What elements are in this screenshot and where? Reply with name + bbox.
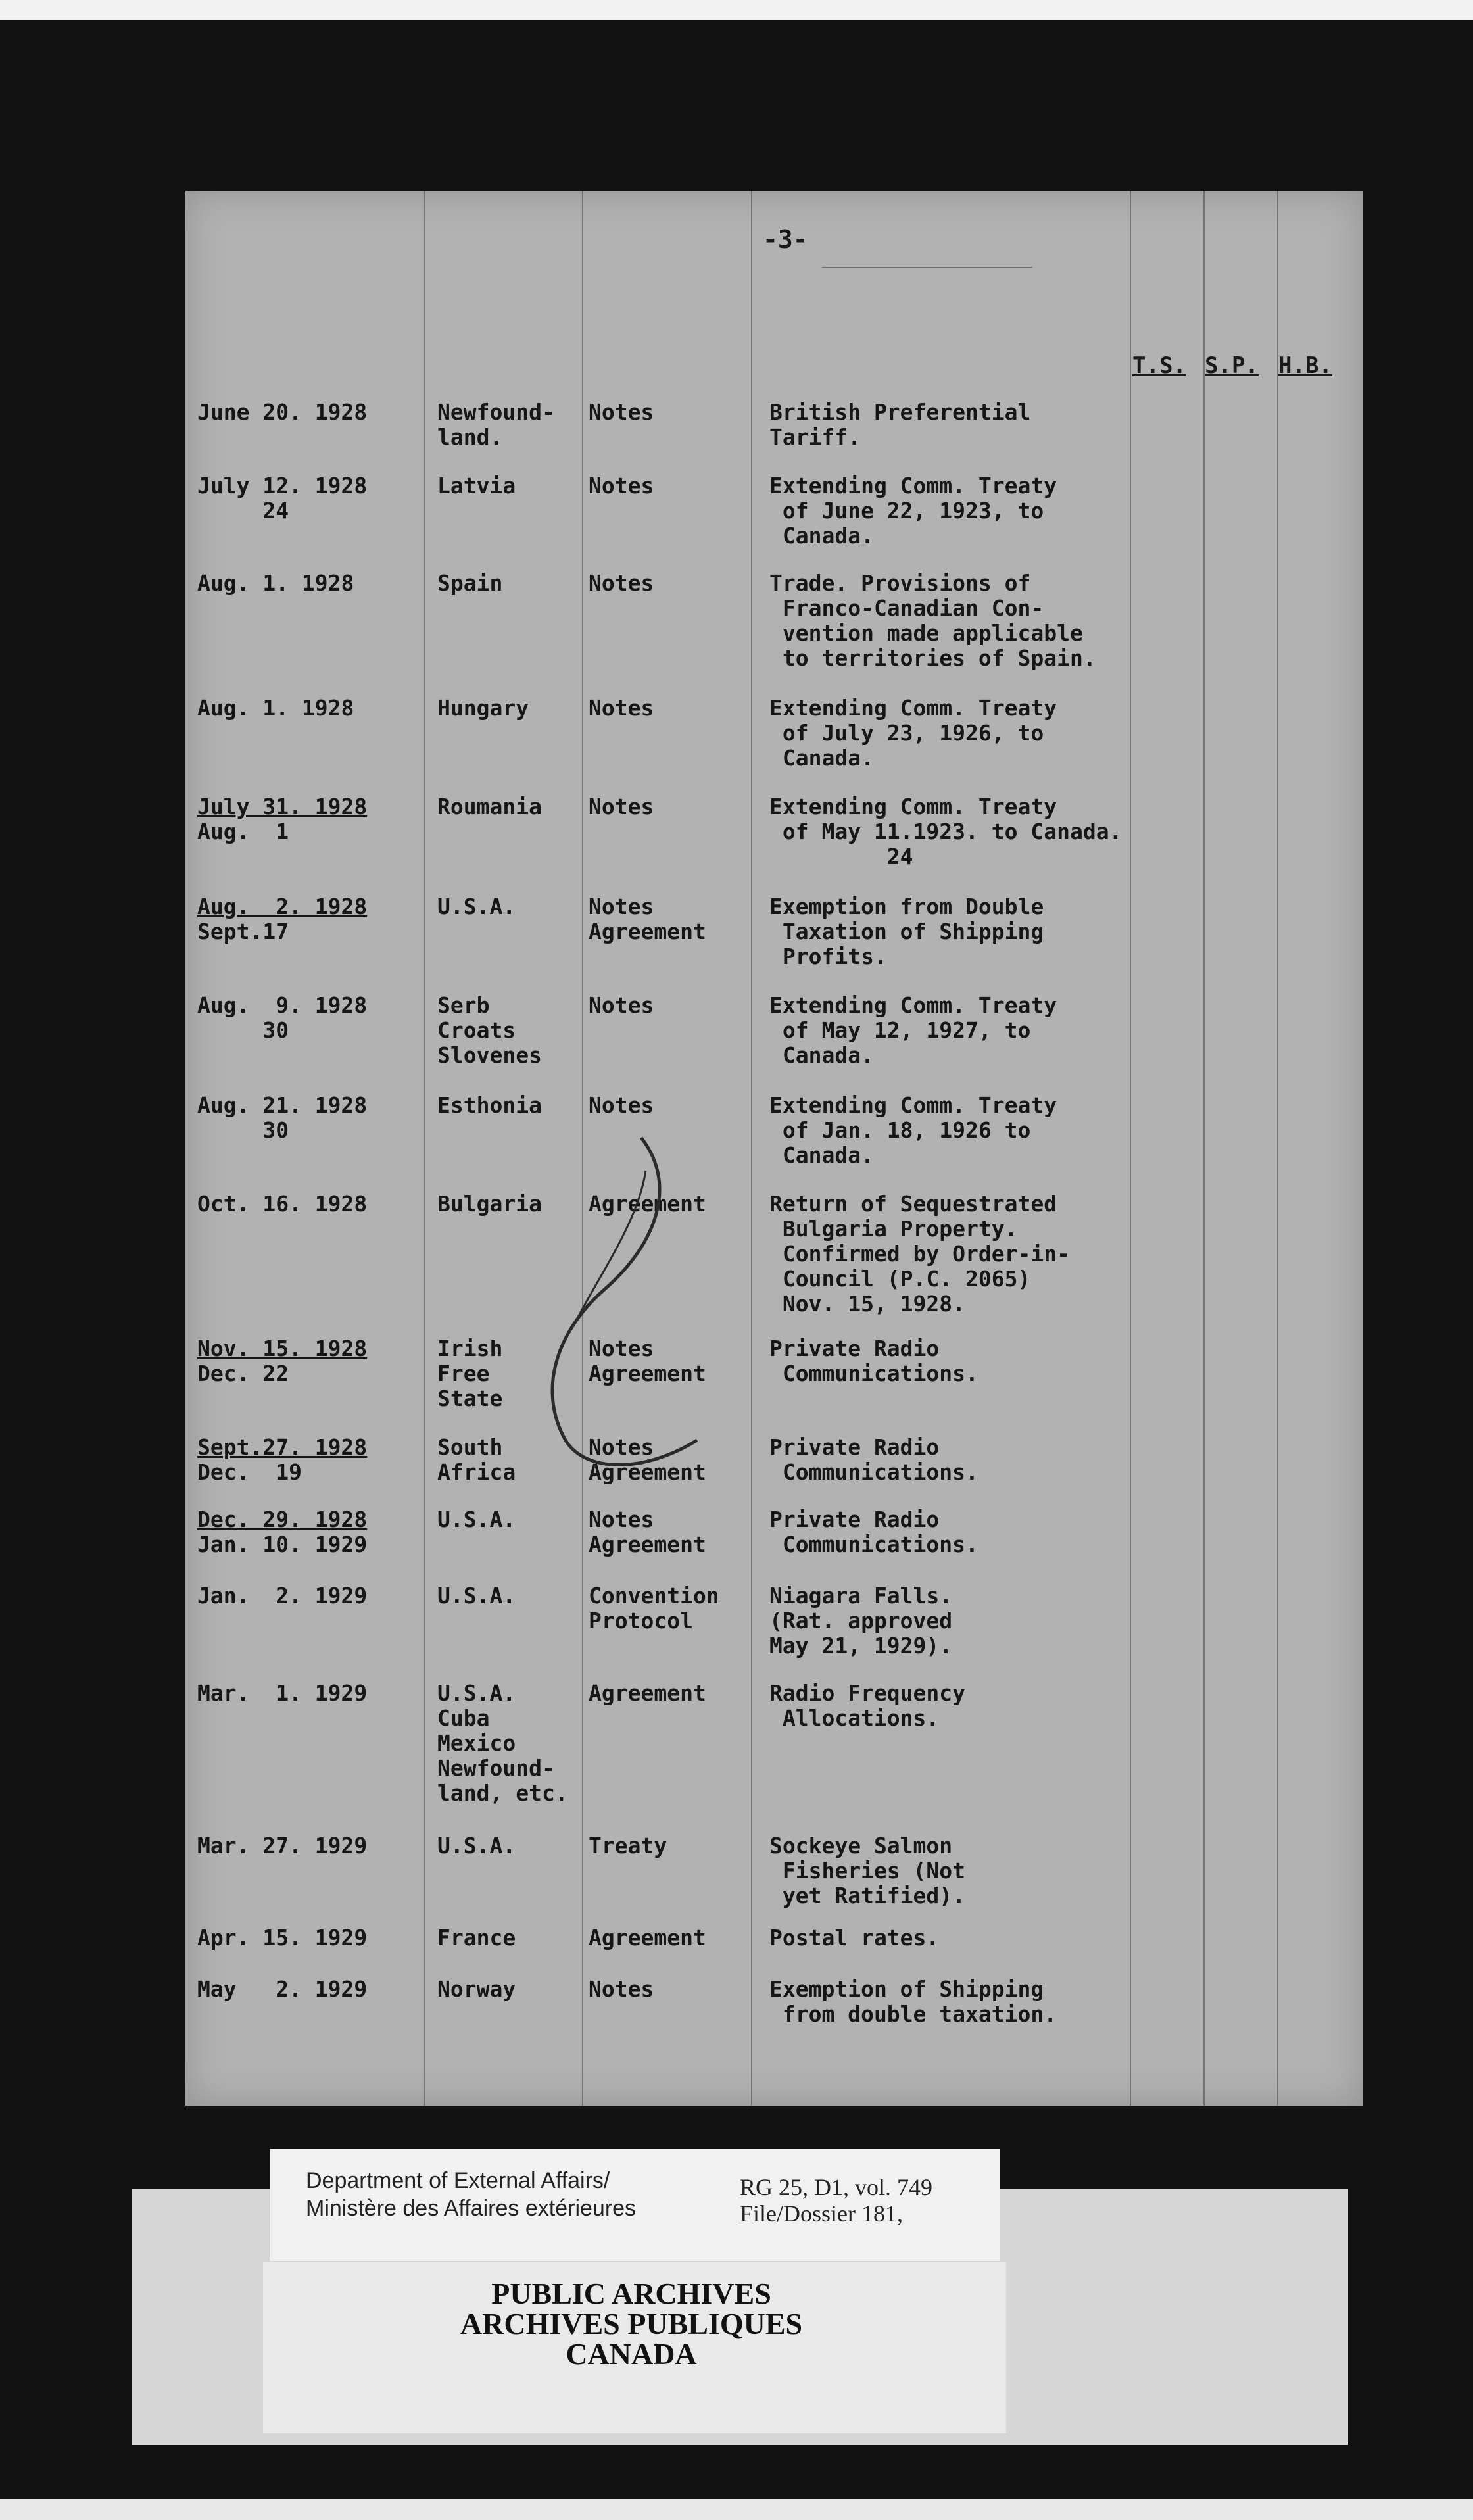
entry-date-line2: 24 bbox=[197, 498, 289, 523]
archives-line-1: PUBLIC ARCHIVES bbox=[491, 2277, 771, 2310]
reference: RG 25, D1, vol. 749 bbox=[740, 2174, 933, 2200]
entry-country: Hungary bbox=[437, 695, 529, 721]
entry-subject: Extending Comm. Treaty of May 11.1923. to Canada. 24 bbox=[769, 794, 1123, 869]
entry-date bbox=[197, 1192, 421, 1217]
entry-country: Newfound- land. bbox=[437, 399, 555, 450]
entry-subject: Extending Comm. Treaty of Jan. 18, 1926 to Canada. bbox=[769, 1092, 1057, 1168]
entry-date bbox=[197, 1926, 421, 1951]
entry-country: Esthonia bbox=[437, 1092, 542, 1118]
entry-form: Notes bbox=[589, 570, 654, 596]
entry-form: Notes bbox=[589, 473, 654, 498]
pen-mark bbox=[526, 1131, 750, 1499]
entry-date-line1: Aug. 2. 1928 bbox=[197, 894, 368, 919]
column-header-ts: T.S. bbox=[1132, 352, 1186, 379]
entry-date-line1: Mar. 27. 1929 bbox=[197, 1833, 368, 1858]
entry-form: Notes Agreement bbox=[589, 1434, 706, 1485]
entry-date-line1: Apr. 15. 1929 bbox=[197, 1925, 368, 1951]
entry-date-line2: Dec. 22 bbox=[197, 1361, 289, 1386]
entry-date bbox=[197, 571, 421, 596]
scan-border-bottom bbox=[0, 2499, 1473, 2520]
archives-stamp bbox=[368, 2279, 894, 2369]
entry-date-line1: May 2. 1929 bbox=[197, 1976, 368, 2002]
entry-date-line1: Mar. 1. 1929 bbox=[197, 1680, 368, 1706]
column-header-sp: S.P. bbox=[1205, 352, 1259, 379]
column-rule-ts bbox=[1203, 191, 1205, 2106]
entry-subject: Extending Comm. Treaty of June 22, 1923, to Canada. bbox=[769, 473, 1057, 548]
entry-country: Serb Croats Slovenes bbox=[437, 992, 542, 1068]
entry-date-line1: June 20. 1928 bbox=[197, 399, 368, 425]
department-fr: Ministère des Affaires extérieures bbox=[306, 2196, 637, 2221]
entry-date-line1: Sept.27. 1928 bbox=[197, 1434, 368, 1460]
entry-form: Agreement bbox=[589, 1191, 706, 1217]
header-stroke bbox=[822, 267, 1032, 268]
column-rule-date bbox=[424, 191, 425, 2106]
entry-date-line1: Aug. 21. 1928 bbox=[197, 1092, 368, 1118]
entry-date bbox=[197, 1681, 421, 1706]
entry-date bbox=[197, 1977, 421, 2002]
entry-country: Spain bbox=[437, 570, 503, 596]
entry-date-line2: Dec. 19 bbox=[197, 1459, 302, 1485]
entry-subject: Niagara Falls. (Rat. approved May 21, 1929). bbox=[769, 1583, 953, 1659]
archives-line-3: CANADA bbox=[566, 2337, 697, 2371]
entry-date bbox=[197, 1833, 421, 1858]
entry-form: Convention Protocol bbox=[589, 1583, 719, 1634]
entry-date bbox=[197, 794, 421, 844]
entry-subject: Trade. Provisions of Franco-Canadian Con- vention made applicable to territories of Spain. bbox=[769, 570, 1096, 671]
entry-country: U.S.A. Cuba Mexico Newfound- land, etc. bbox=[437, 1680, 568, 1806]
entry-form: Treaty bbox=[589, 1833, 667, 1858]
entry-date-line1: Dec. 29. 1928 bbox=[197, 1507, 368, 1532]
entry-country: Roumania bbox=[437, 794, 542, 819]
entry-date-line1: July 31. 1928 bbox=[197, 794, 368, 819]
archives-line-2: ARCHIVES PUBLIQUES bbox=[460, 2307, 803, 2340]
entry-country: South Africa bbox=[437, 1434, 516, 1485]
entry-date-line1: Oct. 16. 1928 bbox=[197, 1191, 368, 1217]
entry-country: U.S.A. bbox=[437, 1583, 516, 1609]
entry-subject: British Preferential Tariff. bbox=[769, 399, 1031, 450]
entry-date-line1: Aug. 9. 1928 bbox=[197, 992, 368, 1018]
entry-date-line1: Jan. 2. 1929 bbox=[197, 1583, 368, 1609]
column-header-hb: H.B. bbox=[1278, 352, 1332, 379]
entry-country: France bbox=[437, 1925, 516, 1951]
entry-subject: Exemption of Shipping from double taxation. bbox=[769, 1976, 1057, 2027]
entry-date bbox=[197, 1336, 421, 1386]
entry-country: Norway bbox=[437, 1976, 516, 2002]
entry-form: Agreement bbox=[589, 1680, 706, 1706]
entry-subject: Private Radio Communications. bbox=[769, 1336, 978, 1386]
page-number: -3- bbox=[763, 225, 808, 254]
entry-subject: Private Radio Communications. bbox=[769, 1507, 978, 1557]
entry-date-line1: July 12. 1928 bbox=[197, 473, 368, 498]
entry-country: U.S.A. bbox=[437, 894, 516, 919]
entry-date bbox=[197, 894, 421, 944]
entry-date-line2: 30 bbox=[197, 1117, 289, 1143]
entry-date bbox=[197, 1507, 421, 1557]
department-en: Department of External Affairs/ bbox=[306, 2168, 610, 2193]
entry-country: Latvia bbox=[437, 473, 516, 498]
entry-date-line2: 30 bbox=[197, 1017, 289, 1043]
entry-country: U.S.A. bbox=[437, 1833, 516, 1858]
entry-form: Notes Agreement bbox=[589, 894, 706, 944]
entry-country: U.S.A. bbox=[437, 1507, 516, 1532]
entry-subject: Extending Comm. Treaty of May 12, 1927, to Canada. bbox=[769, 992, 1057, 1068]
entry-subject: Postal rates. bbox=[769, 1925, 940, 1951]
file-number: File/Dossier 181, bbox=[740, 2200, 903, 2227]
entry-form: Notes bbox=[589, 1092, 654, 1118]
entry-date bbox=[197, 696, 421, 721]
entry-form: Agreement bbox=[589, 1925, 706, 1951]
entry-subject: Private Radio Communications. bbox=[769, 1434, 978, 1485]
entry-subject: Radio Frequency Allocations. bbox=[769, 1680, 966, 1731]
entry-date-line2: Aug. 1 bbox=[197, 819, 289, 844]
entry-date-line2: Sept.17 bbox=[197, 919, 289, 944]
column-rule-sp bbox=[1277, 191, 1278, 2106]
entry-date bbox=[197, 400, 421, 425]
entry-date bbox=[197, 1093, 421, 1143]
entry-date-line1: Aug. 1. 1928 bbox=[197, 695, 354, 721]
entry-date bbox=[197, 1584, 421, 1609]
entry-form: Notes Agreement bbox=[589, 1507, 706, 1557]
entry-form: Notes Agreement bbox=[589, 1336, 706, 1386]
entry-date-line1: Nov. 15. 1928 bbox=[197, 1336, 368, 1361]
entry-subject: Exemption from Double Taxation of Shipping Profits. bbox=[769, 894, 1044, 969]
entry-subject: Sockeye Salmon Fisheries (Not yet Ratified). bbox=[769, 1833, 966, 1908]
entry-form: Notes bbox=[589, 399, 654, 425]
entry-form: Notes bbox=[589, 992, 654, 1018]
entry-date bbox=[197, 993, 421, 1043]
entry-form: Notes bbox=[589, 695, 654, 721]
entry-country: Bulgaria bbox=[437, 1191, 542, 1217]
entry-form: Notes bbox=[589, 794, 654, 819]
entry-date-line2: Jan. 10. 1929 bbox=[197, 1532, 368, 1557]
entry-country: Irish Free State bbox=[437, 1336, 503, 1411]
entry-subject: Return of Sequestrated Bulgaria Property. Confirmed by Order-in- Council (P.C. 2065) Nov. 15, 1928. bbox=[769, 1191, 1070, 1317]
scan-border-top bbox=[0, 0, 1473, 20]
entry-form: Notes bbox=[589, 1976, 654, 2002]
entry-date bbox=[197, 1435, 421, 1485]
entry-subject: Extending Comm. Treaty of July 23, 1926, to Canada. bbox=[769, 695, 1057, 771]
entry-date-line1: Aug. 1. 1928 bbox=[197, 570, 354, 596]
entry-date bbox=[197, 473, 421, 523]
